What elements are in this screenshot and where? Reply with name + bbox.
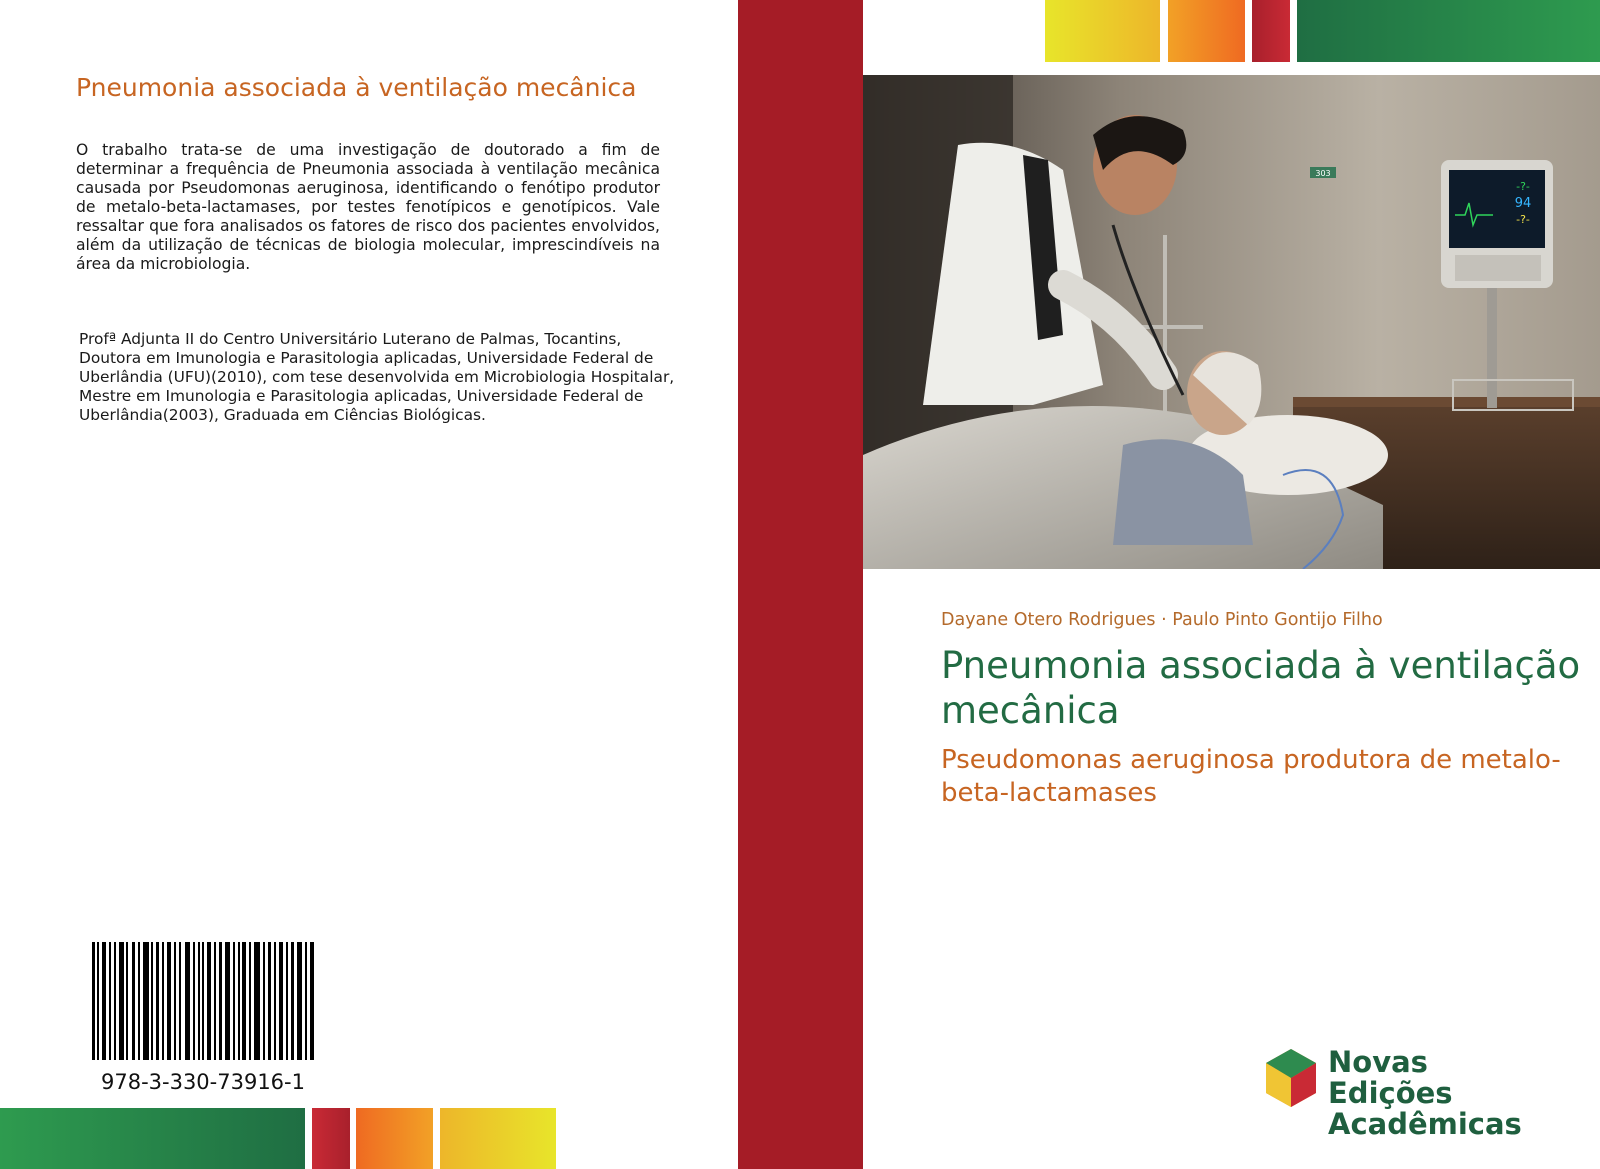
strip-green	[1297, 0, 1600, 62]
strip-yellow	[1045, 0, 1160, 62]
strip-red	[1252, 0, 1290, 62]
monitor-value-3: -?-	[1516, 213, 1530, 226]
publisher-name-line2: Acadêmicas	[1328, 1107, 1522, 1141]
back-cover	[0, 0, 738, 1169]
publisher-hexagon-icon	[1258, 1045, 1324, 1111]
publisher-logo	[1258, 1045, 1558, 1141]
back-color-strip	[0, 1108, 556, 1169]
back-cover-description: O trabalho trata-se de uma investigação de doutorado a fim de determinar a frequência de Pneumonia associada à ventilação mecânica causada por Pseudomonas aeruginosa, identificando o fenótipo produtor de metalo-beta-lactamases, por testes fenotípicos e genotípicos. Vale ressaltar que fora analisados os fatores de risco dos pacientes envolvidos, além da utilização de técnicas de biologia molecular, imprescindíveis na área da microbiologia.	[76, 141, 660, 273]
barcode	[92, 942, 314, 1060]
hospital-scene-illustration	[863, 75, 1600, 569]
strip-yellow	[440, 1108, 556, 1169]
back-cover-title: Pneumonia associada à ventilação mecânica	[76, 73, 637, 102]
strip-red	[312, 1108, 350, 1169]
front-cover-title: Pneumonia associada à ventilação mecânica	[941, 644, 1581, 732]
publisher-name-line1: Novas Edições	[1328, 1045, 1453, 1110]
front-color-strip	[1045, 0, 1600, 62]
strip-orange	[1168, 0, 1245, 62]
monitor-value-2: 94	[1514, 196, 1532, 211]
spine	[738, 0, 863, 1169]
strip-green	[0, 1108, 305, 1169]
author-bio: Profª Adjunta II do Centro Universitário Luterano de Palmas, Tocantins, Doutora em Imunologia e Parasitologia aplicadas, Universidade Federal de Uberlândia (UFU)(2010), com tese desenvolvida em Microbiologia Hospitalar, Mestre em Imunologia e Parasitologia aplicadas, Universidade Federal de Uberlândia(2003), Graduada em Ciências Biológicas.	[79, 330, 675, 424]
publisher-name	[1328, 1047, 1558, 1140]
strip-orange	[356, 1108, 433, 1169]
front-cover-subtitle: Pseudomonas aeruginosa produtora de metalo-beta-lactamases	[941, 745, 1561, 808]
room-number: 303	[1315, 169, 1331, 178]
isbn-number: 978-3-330-73916-1	[100, 1070, 305, 1094]
cover-photo	[863, 75, 1600, 569]
front-authors: Dayane Otero Rodrigues · Paulo Pinto Gontijo Filho	[941, 610, 1383, 630]
monitor-value-1: -?-	[1516, 180, 1530, 193]
